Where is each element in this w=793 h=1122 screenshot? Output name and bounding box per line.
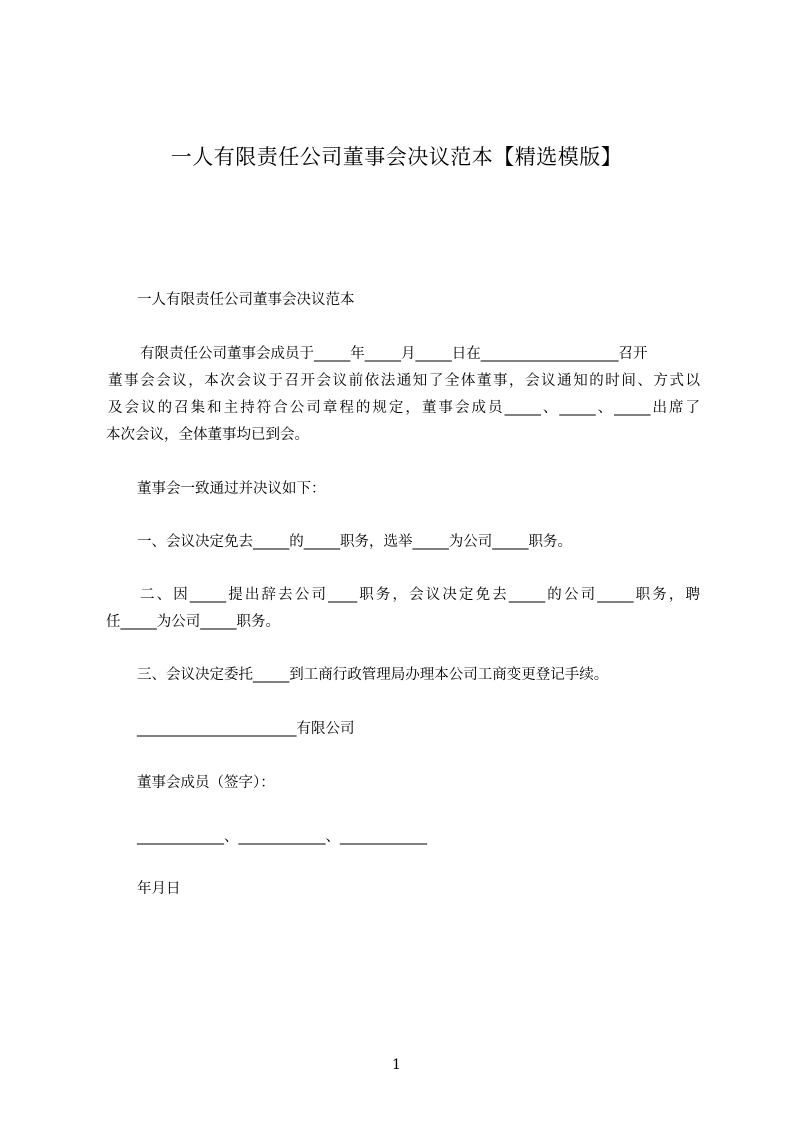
document-subtitle: 一人有限责任公司董事会决议范本: [137, 292, 355, 308]
paragraph1-line-1: 有限责任公司董事会成员于_____年_____月_____日在___________________召开: [140, 346, 648, 362]
paragraph1-line-3: 及会议的召集和主持符合公司章程的规定，董事会成员_____、_____、_____出席了: [108, 400, 700, 416]
paragraph1-line-4: 本次会议，全体董事均已到会。: [106, 427, 309, 443]
resolution-item-2-line-2: 任_____为公司_____职务。: [106, 614, 280, 630]
signature-label: 董事会成员（签字）：: [137, 775, 275, 791]
resolution-item-3: 三、会议决定委托_____到工商行政管理局办理本公司工商变更登记手续。: [137, 667, 609, 683]
paragraph1-line-2: 董事会会议，本次会议于召开会议前依法通知了全体董事，会议通知的时间、方式以: [108, 373, 700, 389]
resolution-item-2-line-1: 二、因_____提出辞去公司____职务，会议决定免去_____的公司_____职务，聘: [140, 587, 700, 603]
resolution-intro: 董事会一致通过并决议如下：: [137, 481, 326, 497]
page-number: 1: [392, 1057, 401, 1073]
date-line: 年月日: [137, 881, 181, 897]
signature-lines: ____________、____________、____________: [137, 829, 427, 845]
resolution-item-1: 一、会议决定免去_____的_____职务，选举_____为公司_____职务。: [137, 534, 572, 550]
document-title: 一人有限责任公司董事会决议范本【精选模版】: [170, 145, 623, 169]
company-name-line: ______________________有限公司: [137, 721, 355, 737]
